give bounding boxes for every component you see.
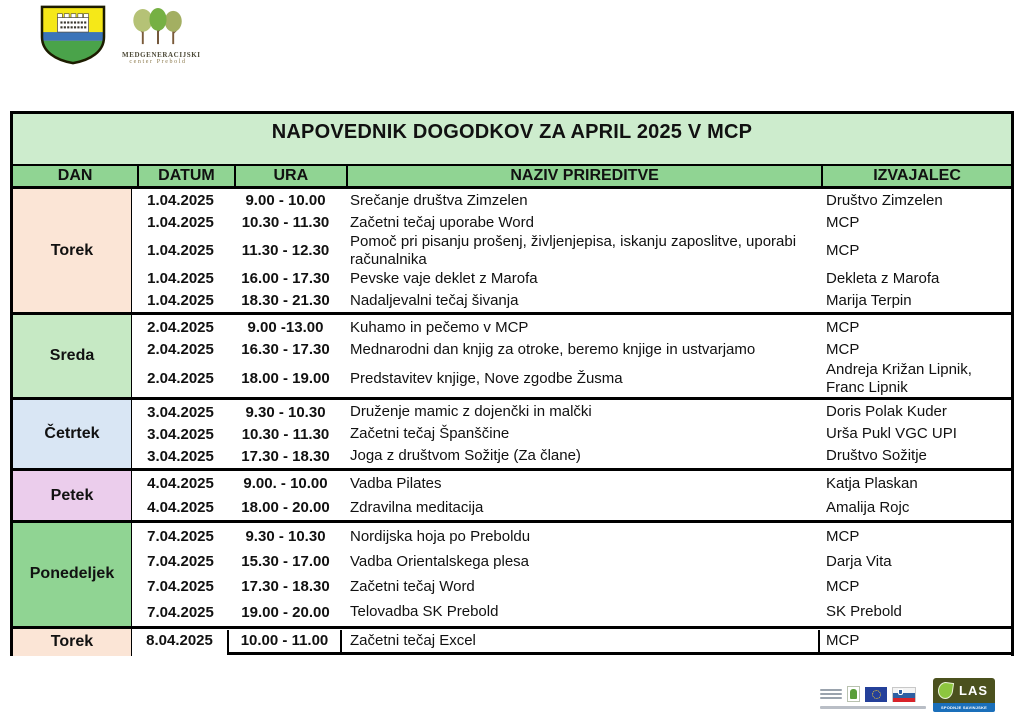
event-name: Vadba Pilates bbox=[350, 475, 442, 492]
day-cell: Petek bbox=[13, 471, 132, 520]
event-name: Predstavitev knjige, Nove zgodbe Žusma bbox=[350, 369, 623, 387]
las-leaf-icon bbox=[937, 681, 954, 700]
day-events bbox=[132, 523, 1011, 626]
event-time: 9.00. - 10.00 bbox=[243, 475, 328, 493]
event-date: 4.04.2025 bbox=[147, 475, 214, 493]
event-row bbox=[132, 316, 1011, 339]
event-date: 1.04.2025 bbox=[147, 213, 214, 231]
day-block-torek-8 bbox=[13, 629, 1011, 656]
event-date: 7.04.2025 bbox=[147, 553, 214, 571]
event-row bbox=[132, 401, 1011, 423]
event-name: Pevske vaje deklet z Marofa bbox=[350, 270, 538, 287]
event-row bbox=[132, 233, 1011, 268]
event-time: 9.00 -13.00 bbox=[247, 318, 324, 336]
day-block-cetrtek bbox=[13, 400, 1011, 471]
event-date: 3.04.2025 bbox=[147, 425, 214, 443]
event-date: 3.04.2025 bbox=[147, 447, 214, 465]
event-row bbox=[132, 290, 1011, 312]
las-caption: SPODNJE SAVINJSKE DOLINE bbox=[933, 703, 995, 712]
event-performer: MCP bbox=[826, 578, 860, 596]
day-cell: Četrtek bbox=[13, 400, 132, 468]
event-performer: Darja Vita bbox=[826, 553, 892, 571]
event-name: Zdravilna meditacija bbox=[350, 498, 484, 516]
event-time: 10.00 - 11.00 bbox=[229, 630, 342, 655]
day-block-torek-1 bbox=[13, 189, 1011, 315]
organic-emblem-icon bbox=[847, 686, 860, 702]
event-time: 19.00 - 20.00 bbox=[241, 603, 330, 621]
day-block-ponedeljek bbox=[13, 523, 1011, 629]
event-row bbox=[132, 423, 1011, 445]
event-time: 10.30 - 11.30 bbox=[241, 213, 330, 231]
event-row bbox=[132, 549, 1011, 574]
event-performer: Društvo Zimzelen bbox=[826, 192, 943, 209]
day-block-sreda bbox=[13, 315, 1011, 400]
event-name: Pomoč pri pisanju prošenj, življenjepisa, iskanju zaposlitve, uporabi računalnika bbox=[350, 233, 797, 268]
day-events bbox=[132, 471, 1011, 520]
event-time: 11.30 - 12.30 bbox=[241, 242, 330, 259]
event-row bbox=[132, 496, 1011, 520]
event-time: 16.30 - 17.30 bbox=[241, 341, 330, 359]
event-name: Začetni tečaj Excel bbox=[342, 630, 820, 655]
event-row bbox=[132, 445, 1011, 467]
event-performer: Andreja Križan Lipnik, Franc Lipnik bbox=[826, 361, 972, 396]
event-name: Mednarodni dan knjig za otroke, beremo knjige in ustvarjamo bbox=[350, 341, 756, 358]
event-name: Telovadba SK Prebold bbox=[350, 603, 499, 621]
event-row bbox=[132, 268, 1011, 290]
event-date: 2.04.2025 bbox=[147, 341, 214, 359]
event-performer: MCP bbox=[826, 318, 860, 336]
event-time: 18.00 - 20.00 bbox=[241, 498, 330, 516]
event-name: Srečanje društva Zimzelen bbox=[350, 192, 528, 209]
column-header-izvajalec: IZVAJALEC bbox=[821, 166, 1011, 186]
event-name: Nordijska hoja po Preboldu bbox=[350, 527, 531, 545]
event-date: 4.04.2025 bbox=[147, 498, 214, 516]
event-performer: SK Prebold bbox=[826, 603, 902, 621]
column-header-ura: URA bbox=[234, 166, 346, 186]
event-time: 9.00 - 10.00 bbox=[245, 192, 326, 210]
event-name: Začetni tečaj Španščine bbox=[350, 425, 510, 443]
day-cell: Ponedeljek bbox=[13, 523, 132, 626]
event-performer: MCP bbox=[826, 241, 860, 259]
day-cell: Torek bbox=[13, 629, 132, 656]
funding-caption bbox=[820, 706, 926, 709]
event-row bbox=[132, 574, 1011, 599]
event-performer: MCP bbox=[826, 213, 860, 231]
las-label: LAS bbox=[959, 683, 988, 698]
event-row bbox=[132, 339, 1011, 362]
mcp-logo-line1: MEDGENERACIJSKI bbox=[122, 51, 201, 59]
event-date: 1.04.2025 bbox=[147, 242, 214, 259]
event-date: 8.04.2025 bbox=[132, 630, 229, 655]
event-name: Začetni tečaj Word bbox=[350, 578, 475, 596]
event-date: 3.04.2025 bbox=[147, 403, 214, 421]
event-performer: MCP bbox=[826, 527, 860, 545]
event-row bbox=[132, 212, 1011, 234]
event-performer: Amalija Rojc bbox=[826, 498, 910, 516]
event-name: Druženje mamic z dojenčki in malčki bbox=[350, 403, 592, 421]
day-cell: Torek bbox=[13, 189, 132, 312]
event-performer: MCP bbox=[826, 341, 860, 358]
event-performer: Katja Plaskan bbox=[826, 475, 918, 492]
day-events bbox=[132, 189, 1011, 312]
event-time: 17.30 - 18.30 bbox=[241, 578, 330, 596]
event-time: 9.30 - 10.30 bbox=[245, 528, 326, 546]
event-row bbox=[132, 630, 1011, 655]
las-logo bbox=[933, 678, 995, 719]
prebold-coat-of-arms-icon bbox=[38, 4, 108, 71]
event-date: 7.04.2025 bbox=[147, 603, 214, 621]
event-row bbox=[132, 600, 1011, 625]
column-header-datum: DATUM bbox=[137, 166, 233, 186]
day-events bbox=[132, 315, 1011, 397]
event-performer: MCP bbox=[820, 630, 1011, 655]
event-time: 10.30 - 11.30 bbox=[241, 425, 330, 443]
column-header-naziv: NAZIV PRIREDITVE bbox=[346, 166, 821, 186]
event-row bbox=[132, 361, 1011, 396]
day-cell: Sreda bbox=[13, 315, 132, 397]
event-performer: Urša Pukl VGC UPI bbox=[826, 425, 957, 443]
event-name: Kuhamo in pečemo v MCP bbox=[350, 318, 529, 336]
event-time: 16.00 - 17.30 bbox=[241, 270, 330, 288]
column-header-dan: DAN bbox=[57, 167, 93, 184]
event-row bbox=[132, 190, 1011, 212]
event-name: Nadaljevalni tečaj šivanja bbox=[350, 291, 519, 309]
event-performer: Doris Polak Kuder bbox=[826, 403, 947, 421]
event-time: 17.30 - 18.30 bbox=[241, 447, 330, 465]
event-row bbox=[132, 472, 1011, 496]
event-date: 7.04.2025 bbox=[147, 578, 214, 596]
event-name: Začetni tečaj uporabe Word bbox=[350, 213, 534, 231]
day-events bbox=[132, 400, 1011, 468]
funding-logos bbox=[820, 686, 930, 709]
slovenia-flag-icon bbox=[892, 687, 916, 702]
eu-flag-icon bbox=[865, 687, 887, 702]
table-header-row bbox=[13, 166, 1011, 189]
event-time: 15.30 - 17.00 bbox=[241, 553, 330, 571]
event-time: 9.30 - 10.30 bbox=[245, 403, 326, 421]
event-date: 1.04.2025 bbox=[147, 192, 214, 210]
event-row bbox=[132, 524, 1011, 549]
day-events bbox=[132, 629, 1011, 656]
event-date: 2.04.2025 bbox=[147, 370, 214, 387]
mcp-logo-line2: center Prebold bbox=[129, 59, 187, 65]
event-date: 7.04.2025 bbox=[147, 528, 214, 546]
event-time: 18.00 - 19.00 bbox=[241, 370, 330, 387]
event-name: Joga z društvom Sožitje (Za člane) bbox=[350, 447, 581, 465]
event-performer: Dekleta z Marofa bbox=[826, 270, 940, 287]
mcp-logo bbox=[122, 8, 201, 65]
table-title: NAPOVEDNIK DOGODKOV ZA APRIL 2025 V MCP bbox=[13, 114, 1011, 166]
event-performer: Marija Terpin bbox=[826, 291, 912, 309]
event-date: 1.04.2025 bbox=[147, 270, 214, 288]
day-block-petek bbox=[13, 471, 1011, 523]
event-date: 2.04.2025 bbox=[147, 318, 214, 336]
event-name: Vadba Orientalskega plesa bbox=[350, 553, 530, 571]
event-time: 18.30 - 21.30 bbox=[241, 291, 330, 309]
event-performer: Društvo Sožitje bbox=[826, 447, 927, 465]
mcp-logo-trees-icon bbox=[129, 8, 187, 46]
funding-program-text bbox=[820, 689, 842, 699]
event-date: 1.04.2025 bbox=[147, 291, 214, 309]
schedule-table bbox=[10, 111, 1014, 656]
